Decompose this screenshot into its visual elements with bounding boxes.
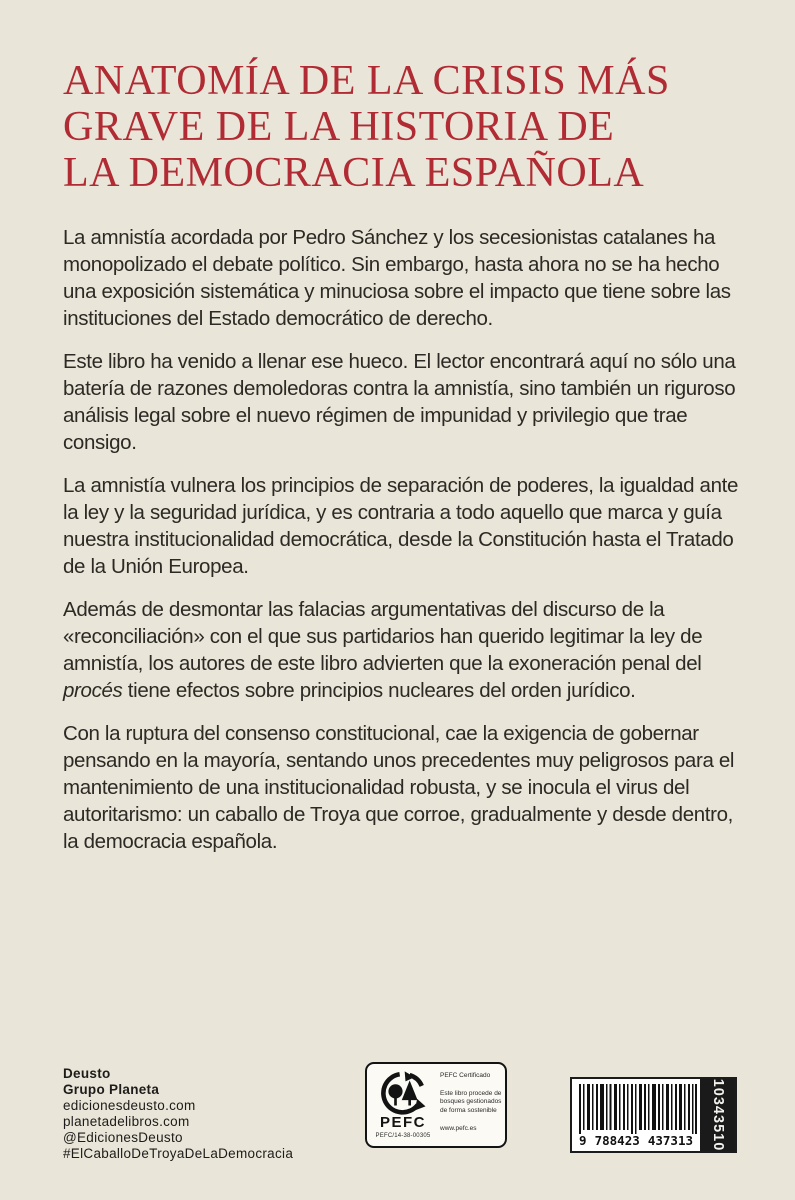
isbn-digit-group-1: 9 bbox=[579, 1133, 587, 1148]
publisher-block bbox=[63, 1066, 293, 1162]
internal-code-strip bbox=[700, 1079, 735, 1151]
title-line-1: ANATOMÍA DE LA CRISIS MÁS bbox=[63, 58, 670, 104]
pefc-text-column bbox=[433, 1068, 504, 1143]
pefc-logo-column bbox=[373, 1068, 433, 1143]
publisher-imprint: Deusto bbox=[63, 1066, 111, 1081]
title-line-2: GRAVE DE LA HISTORIA DE bbox=[63, 104, 615, 150]
pefc-url: www.pefc.es bbox=[440, 1125, 477, 1132]
paragraph-5: Con la ruptura del consenso constitucional, cae la exigencia de gobernar pensando en la mayoría, sentando unos precedentes muy peligrosos para el mantenimiento de una institucionalidad robusta, y se inocula el virus del autoritarismo: un caballo de Troya que corroe, gradualmente y desde dentro, la democracia española. bbox=[63, 722, 735, 853]
synopsis bbox=[63, 224, 739, 871]
pefc-title: PEFC Certificado bbox=[440, 1072, 491, 1079]
pefc-certification-label bbox=[365, 1062, 507, 1148]
publisher-social-handle: @EdicionesDeusto bbox=[63, 1130, 183, 1145]
paragraph-3: La amnistía vulnera los principios de separación de poderes, la igualdad ante la ley y la seguridad jurídica, y es contraria a todo aquello que marca y guía nuestra institucionalidad democrática, desde la Constitución hasta el Tratado de la Unión Europea. bbox=[63, 474, 739, 578]
isbn-digit-group-3: 437313 bbox=[647, 1133, 693, 1148]
publisher-website-1: edicionesdeusto.com bbox=[63, 1098, 196, 1113]
pefc-description: Este libro procede de bosques gestionados de forma sostenible bbox=[440, 1089, 502, 1114]
paragraph-4-post: tiene efectos sobre principios nucleares del orden jurídico. bbox=[122, 679, 636, 702]
paragraph-4 bbox=[63, 596, 739, 704]
title bbox=[63, 58, 670, 196]
isbn-barcode bbox=[570, 1077, 737, 1153]
publisher-website-2: planetadelibros.com bbox=[63, 1114, 190, 1129]
internal-code: 10343510 bbox=[709, 1078, 726, 1152]
book-hashtag: #ElCaballoDeTroyaDeLaDemocracia bbox=[63, 1146, 294, 1161]
pefc-trees-icon bbox=[378, 1071, 428, 1115]
isbn-digits bbox=[579, 1134, 693, 1148]
pefc-wordmark: PEFC bbox=[379, 1114, 426, 1131]
barcode-bars bbox=[579, 1084, 697, 1134]
paragraph-1: La amnistía acordada por Pedro Sánchez y los secesionistas catalanes ha monopolizado el debate político. Sin embargo, hasta ahora no se ha hecho una exposición sistemática y minuciosa sobre el impacto que tiene sobre las instituciones del Estado democrático de derecho. bbox=[63, 226, 731, 330]
pefc-license-code: PEFC/14-38-00305 bbox=[375, 1133, 431, 1139]
title-line-3: LA DEMOCRACIA ESPAÑOLA bbox=[63, 150, 645, 196]
publisher-group: Grupo Planeta bbox=[63, 1082, 160, 1097]
isbn-digit-group-2: 788423 bbox=[594, 1133, 640, 1148]
paragraph-4-italic-term: procés bbox=[63, 679, 123, 702]
paragraph-2: Este libro ha venido a llenar ese hueco. El lector encontrará aquí no sólo una batería de razones demoledoras contra la amnistía, sino también un riguroso análisis legal sobre el nuevo régimen de impunidad y privilegio que trae consigo. bbox=[63, 350, 736, 454]
paragraph-4-pre: Además de desmontar las falacias argumentativas del discurso de la «reconciliación» con el que sus partidarios han querido legitimar la ley de amnistía, los autores de este libro advierten que la exoneración penal del bbox=[63, 598, 703, 675]
